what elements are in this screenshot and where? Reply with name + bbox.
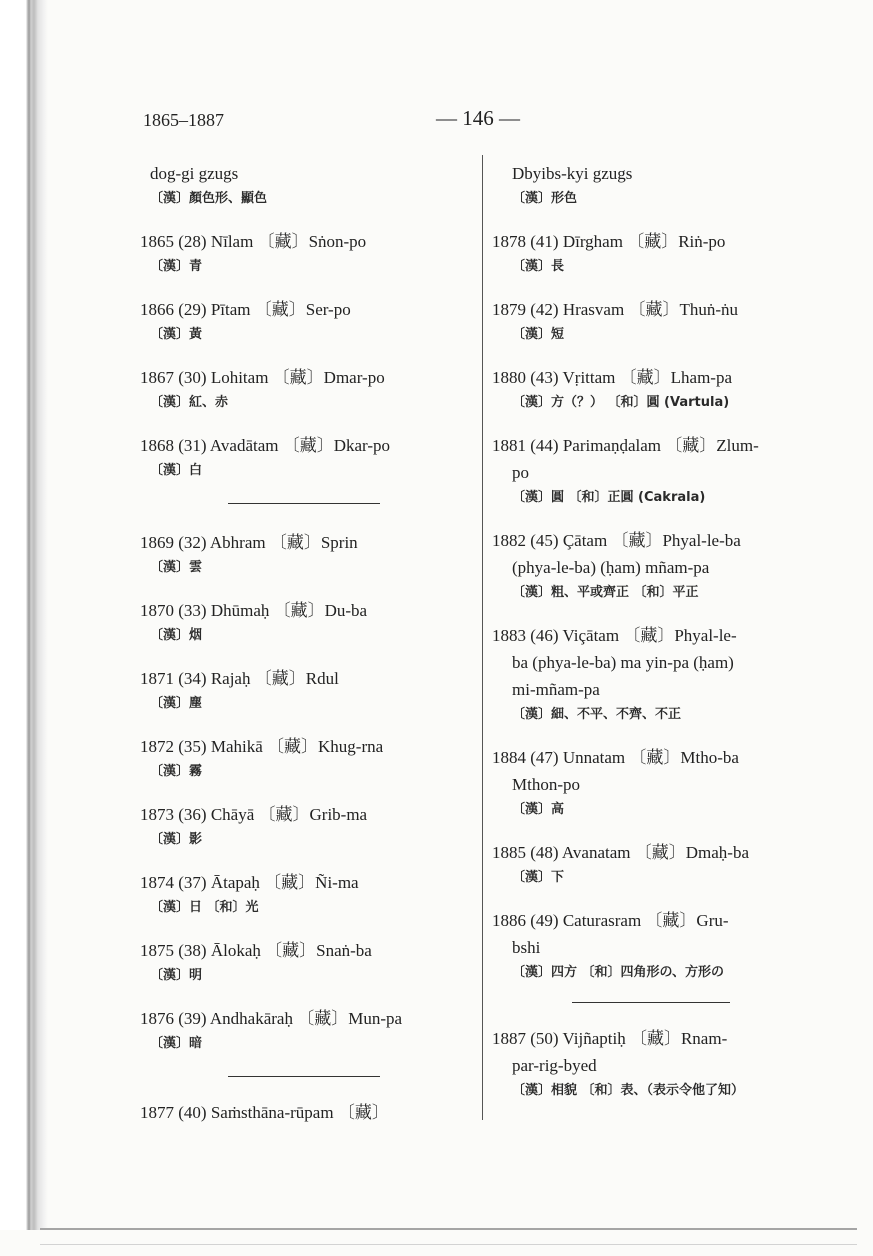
glossary-entry	[492, 364, 822, 415]
glossary-entry	[492, 744, 822, 822]
chinese-gloss: 〔漢〕影	[150, 832, 203, 847]
entry-text-continued: po	[512, 463, 529, 482]
chinese-gloss: 〔漢〕顏色形、顯色	[150, 191, 268, 206]
entry-text: 1875 (38) Ālokaḥ 〔藏〕Snaṅ-ba	[140, 941, 372, 960]
entry-text: 1870 (33) Dhūmaḥ 〔藏〕Du-ba	[140, 601, 368, 620]
entry-range-header: 1865–1887	[143, 110, 224, 130]
chinese-gloss: 〔漢〕方（？） 〔和〕圓 (Vartula)	[512, 395, 730, 410]
section-intro	[492, 160, 822, 211]
entry-text-continued: Mthon-po	[512, 775, 580, 794]
glossary-entry	[492, 622, 822, 727]
entry-text: 1873 (36) Chāyā 〔藏〕Grib-ma	[140, 805, 368, 824]
chinese-gloss: 〔漢〕暗	[150, 1036, 203, 1051]
chinese-gloss: 〔漢〕高	[512, 802, 565, 817]
chinese-gloss: 〔漢〕霧	[150, 764, 203, 779]
right-column	[492, 160, 822, 1120]
entry-text-continued: mi-mñam-pa	[512, 680, 600, 699]
scan-bottom-edge-shadow	[40, 1244, 857, 1245]
entry-text: 1878 (41) Dīrgham 〔藏〕Riṅ-po	[492, 232, 726, 251]
section-divider	[572, 1002, 730, 1003]
glossary-entry	[492, 527, 822, 605]
glossary-entry	[492, 432, 822, 510]
chinese-gloss: 〔漢〕紅、赤	[150, 395, 229, 410]
left-column	[140, 160, 475, 1126]
entry-text: 1866 (29) Pītam 〔藏〕Ser-po	[140, 300, 351, 319]
chinese-gloss: 〔漢〕相貌 〔和〕表、（表示令他了知）	[512, 1083, 745, 1098]
entry-text: 1872 (35) Mahikā 〔藏〕Khug-rna	[140, 737, 384, 756]
entry-text: 1885 (48) Avanatam 〔藏〕Dmaḥ-ba	[492, 843, 749, 862]
entry-text: 1879 (42) Hrasvam 〔藏〕Thuṅ-ṅu	[492, 300, 738, 319]
section-intro	[140, 160, 475, 211]
chinese-gloss: 〔漢〕粗、平或齊正 〔和〕平正	[512, 585, 699, 600]
entry-text: 1871 (34) Rajaḥ 〔藏〕Rdul	[140, 669, 339, 688]
chinese-gloss: 〔漢〕細、不平、不齊、不正	[512, 707, 682, 722]
entry-text: 1874 (37) Ātapaḥ 〔藏〕Ñi-ma	[140, 873, 359, 892]
glossary-entry	[140, 733, 475, 784]
chinese-gloss: 〔漢〕烟	[150, 628, 203, 643]
entry-text: 1882 (45) Çātam 〔藏〕Phyal-le-ba	[492, 531, 741, 550]
section-title: Dbyibs-kyi gzugs	[512, 164, 633, 183]
chinese-gloss: 〔漢〕下	[512, 870, 565, 885]
section-divider	[228, 1076, 380, 1077]
entry-text: 1884 (47) Unnatam 〔藏〕Mtho-ba	[492, 748, 739, 767]
section-title: dog-gi gzugs	[150, 164, 239, 183]
glossary-entry	[140, 296, 475, 347]
scan-bottom-edge	[40, 1228, 857, 1230]
glossary-entry	[140, 529, 475, 580]
chinese-gloss: 〔漢〕形色	[512, 191, 578, 206]
glossary-entry	[140, 432, 475, 483]
entry-text: 1865 (28) Nīlam 〔藏〕Sṅon-po	[140, 232, 367, 251]
glossary-entry	[140, 597, 475, 648]
entry-text: 1887 (50) Vijñaptiḥ 〔藏〕Rnam-	[492, 1029, 728, 1048]
entry-text: 1880 (43) Vṛittam 〔藏〕Lham-pa	[492, 368, 733, 387]
chinese-gloss: 〔漢〕青	[150, 259, 203, 274]
entry-text: 1868 (31) Avadātam 〔藏〕Dkar-po	[140, 436, 391, 455]
entry-text-continued: 1877 (40) Saṁsthāna-rūpam 〔藏〕	[140, 1103, 389, 1122]
glossary-entry	[140, 665, 475, 716]
glossary-entry	[492, 296, 822, 347]
glossary-entry	[140, 869, 475, 920]
glossary-entry	[492, 839, 822, 890]
glossary-entry	[140, 364, 475, 415]
chinese-gloss: 〔漢〕塵	[150, 696, 203, 711]
chinese-gloss: 〔漢〕日 〔和〕光	[150, 900, 259, 915]
entry-text-continued: ba (phya-le-ba) ma yin-pa (ḥam)	[512, 653, 734, 672]
chinese-gloss: 〔漢〕短	[512, 327, 565, 342]
entry-text: 1886 (49) Caturasram 〔藏〕Gru-	[492, 911, 729, 930]
entry-text: 1881 (44) Parimaṇḍalam 〔藏〕Zlum-	[492, 436, 759, 455]
chinese-gloss: 〔漢〕四方 〔和〕四角形の、方形の	[512, 965, 725, 980]
entry-text-continued: par-rig-byed	[512, 1056, 597, 1075]
column-divider	[482, 155, 483, 1120]
page-binding-shadow	[0, 0, 48, 1230]
glossary-entry	[140, 801, 475, 852]
glossary-entry	[140, 1005, 475, 1056]
entry-text: 1883 (46) Viçātam 〔藏〕Phyal-le-	[492, 626, 737, 645]
glossary-entry	[492, 1025, 822, 1103]
section-divider	[228, 503, 380, 504]
chinese-gloss: 〔漢〕白	[150, 463, 203, 478]
chinese-gloss: 〔漢〕圓 〔和〕正圓 (Cakrala)	[512, 490, 706, 505]
chinese-gloss: 〔漢〕明	[150, 968, 203, 983]
glossary-entry	[492, 228, 822, 279]
glossary-entry	[140, 228, 475, 279]
entry-text-continued: (phya-le-ba) (ḥam) mñam-pa	[512, 558, 710, 577]
entry-text: 1869 (32) Abhram 〔藏〕Sprin	[140, 533, 358, 552]
page-number: — 146 —	[436, 106, 520, 130]
glossary-entry	[492, 907, 822, 985]
entry-text-continued: bshi	[512, 938, 541, 957]
entry-text: 1876 (39) Andhakāraḥ 〔藏〕Mun-pa	[140, 1009, 403, 1028]
chinese-gloss: 〔漢〕雲	[150, 560, 203, 575]
glossary-entry	[140, 937, 475, 988]
chinese-gloss: 〔漢〕黃	[150, 327, 203, 342]
entry-text: 1867 (30) Lohitam 〔藏〕Dmar-po	[140, 368, 385, 387]
chinese-gloss: 〔漢〕長	[512, 259, 565, 274]
